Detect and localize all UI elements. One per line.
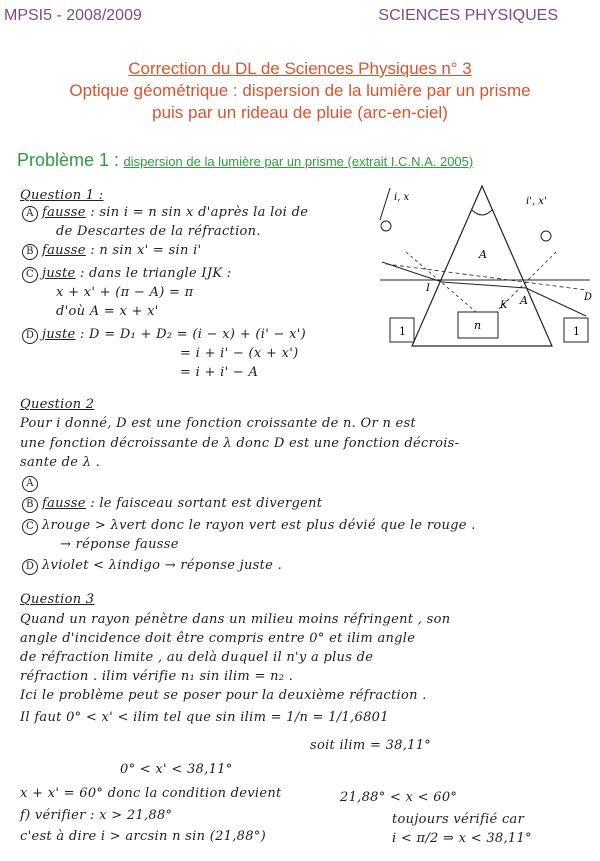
q3-line-11b: i < π/2 ⇒ x < 38,11° [392,831,532,846]
angle-label-a: A [520,294,528,307]
choice-b-circle: B [22,244,38,260]
incident-ray [382,262,442,282]
index-label-left: 1 [399,325,406,338]
q3-line-9: x + x' = 60° donc la condition devient [20,786,282,801]
choice-d-circle: D [22,328,38,344]
q1-b-verdict: fausse [42,243,86,258]
q2-d-text: λviolet < λindigo → réponse juste . [42,558,283,573]
title-line-2: Optique géométrique : dispersion de la lumière par un prisme [69,81,531,100]
prism-diagram [376,180,594,350]
emergent-ray [526,288,586,316]
incident-extension-dashed [386,264,586,290]
q3-line-6: Il faut 0° < x' < ilim tel que sin ilim = 1/n = 1/1,6801 [20,710,389,725]
q3-line-8: 0° < x' < 38,11° [120,762,233,777]
q3-line-4: réfraction . ilim vérifie n₁ sin ilim = n₂ . [20,669,294,684]
q3-line-10: f) vérifier : x > 21,88° [20,808,173,823]
q1-a-line2: de Descartes de la réfraction. [56,224,261,239]
q1-answer-d [22,327,306,344]
q2-answer-c [22,518,476,535]
q2-c-text: λrouge > λvert donc le rayon vert est plus dévié que le rouge . [42,518,476,533]
q2-c-answer: → réponse fausse [60,537,179,552]
q3-title: Question 3 [20,592,95,607]
q1-answer-c [22,266,231,283]
point-label-k: K [500,300,508,311]
q1-a-text: : sin i = n sin x d'après la loi de [90,205,309,220]
q3-line-1: Quand un rayon pénètre dans un milieu moins réfringent , son [20,612,451,627]
document-titles [0,58,600,124]
q2-b-verdict: fausse [42,496,86,511]
q2-choice-b-circle: B [22,497,38,513]
q1-c-eq2: d'où A = x + x' [56,304,159,319]
q1-d-text: : D = D₁ + D₂ = (i − x) + (i' − x') [79,327,306,342]
subject-label: SCIENCES PHYSIQUES [378,7,558,24]
index-label-n: n [474,319,482,332]
q2-choice-d-circle: D [22,559,38,575]
choice-c-circle: C [22,267,38,283]
deviation-label-d: D [584,292,593,303]
course-label: MPSI5 - 2008/2009 [4,7,142,24]
q3-line-2: angle d'incidence doit être compris entre 0° et ilim angle [20,631,416,646]
refracted-ray [442,282,526,288]
plus-orientation-icon-left [381,221,391,231]
problem-heading [17,150,473,171]
problem-label: Problème 1 : [17,150,120,170]
q3-line-7: soit ilim = 38,11° [310,738,432,753]
index-label-right: 1 [573,325,580,338]
choice-a-circle: A [22,206,38,222]
q2-choice-c-circle: C [22,519,38,535]
q1-d-verdict: juste [42,327,76,342]
q2-line-3: sante de λ . [20,455,101,470]
q3-line-9b: 21,88° < x < 60° [340,790,458,805]
plus-orientation-icon-right [541,231,551,241]
q1-answer-a [22,205,308,222]
q1-a-verdict: fausse [42,205,86,220]
q1-c-verdict: juste [42,266,76,281]
q1-title: Question 1 : [20,188,104,203]
q1-d-eq1: = i + i' − (x + x') [180,346,299,361]
q1-c-text: : dans le triangle IJK : [79,266,232,281]
prism-triangle [412,186,552,346]
q3-line-11: c'est à dire i > arcsin n sin (21,88°) [20,829,266,844]
q1-b-text: : n sin x' = sin i' [90,243,202,258]
q2-title: Question 2 [20,397,95,412]
q3-line-10b: toujours vérifié car [392,812,525,827]
q3-line-5: Ici le problème peut se poser pour la deuxième réfraction . [20,688,427,703]
point-label-i: I [426,283,430,294]
q2-line-1: Pour i donné, D est une fonction croissante de n. Or n est [20,416,417,431]
q2-answer-b [22,496,322,513]
q2-b-text: : le faisceau sortant est divergent [90,496,323,511]
q1-d-eq2: = i + i' − A [180,365,259,380]
incident-angle-label: i, x [394,192,410,203]
apex-angle-arc [472,210,492,215]
q3-line-3: de réfraction limite , au delà duquel il n'y a plus de [20,650,374,665]
entry-arrow [380,188,390,220]
q2-answer-a [22,475,42,492]
q2-answer-d [22,558,282,575]
q2-choice-a-circle: A [22,476,38,492]
title-line-3: puis par un rideau de pluie (arc-en-ciel) [152,103,448,122]
q1-c-eq1: x + x' + (π − A) = π [56,285,194,300]
problem-subtitle: dispersion de la lumière par un prisme (extrait I.C.N.A. 2005) [123,154,474,169]
apex-label: A [479,248,487,261]
q1-answer-b [22,243,201,260]
title-line-1: Correction du DL de Sciences Physiques n° 3 [128,59,472,78]
emergent-angle-label: i', x' [526,196,547,207]
q2-line-2: une fonction décroissante de λ donc D est une fonction décrois- [20,436,460,451]
